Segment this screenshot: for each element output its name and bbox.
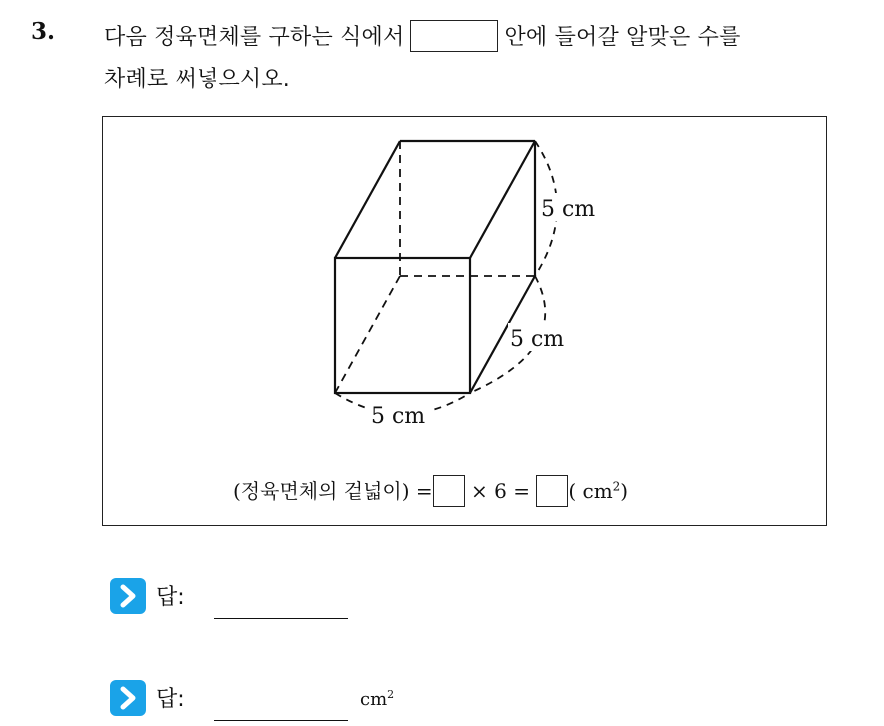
formula-unit-exponent: 2 bbox=[612, 479, 621, 494]
surface-area-formula bbox=[233, 475, 628, 509]
cube-edge bbox=[335, 141, 400, 258]
question-text-line1 bbox=[104, 20, 741, 54]
cube-hidden-edge bbox=[335, 276, 400, 393]
formula-times-text: × 6 = bbox=[471, 479, 530, 503]
question-blank-box bbox=[410, 20, 498, 52]
cube-diagram bbox=[103, 117, 828, 527]
cube-front-face bbox=[335, 258, 470, 393]
question-text-part1: 다음 정육면체를 구하는 식에서 bbox=[104, 25, 405, 50]
answer-unit-exponent: 2 bbox=[387, 688, 395, 701]
label-height: 5 cm bbox=[541, 197, 596, 222]
label-depth: 5 cm bbox=[510, 327, 565, 352]
answer-unit-text: cm bbox=[360, 689, 388, 710]
chevron-right-icon bbox=[110, 680, 146, 716]
answer-label: 답: bbox=[156, 687, 185, 712]
answer-unit bbox=[360, 688, 394, 710]
answer-label: 답: bbox=[156, 585, 185, 610]
label-width: 5 cm bbox=[371, 404, 426, 429]
formula-left-text: (정육면체의 겉넓이) = bbox=[233, 479, 433, 503]
chevron-right-icon bbox=[110, 578, 146, 614]
formula-unit-open: ( cm bbox=[568, 479, 613, 503]
question-text-line2: 차례로 써넣으시오. bbox=[104, 67, 291, 92]
question-number: 3. bbox=[31, 18, 56, 45]
formula-unit-close: ) bbox=[620, 479, 629, 503]
formula-blank-box-1 bbox=[433, 475, 465, 507]
answer-blank-line[interactable] bbox=[214, 618, 348, 619]
cube-edge bbox=[470, 141, 535, 258]
question-text-part2: 안에 들어갈 알맞은 수를 bbox=[504, 25, 741, 50]
formula-blank-box-2 bbox=[536, 475, 568, 507]
figure-frame bbox=[102, 116, 827, 526]
answer-blank-line[interactable] bbox=[214, 720, 348, 721]
